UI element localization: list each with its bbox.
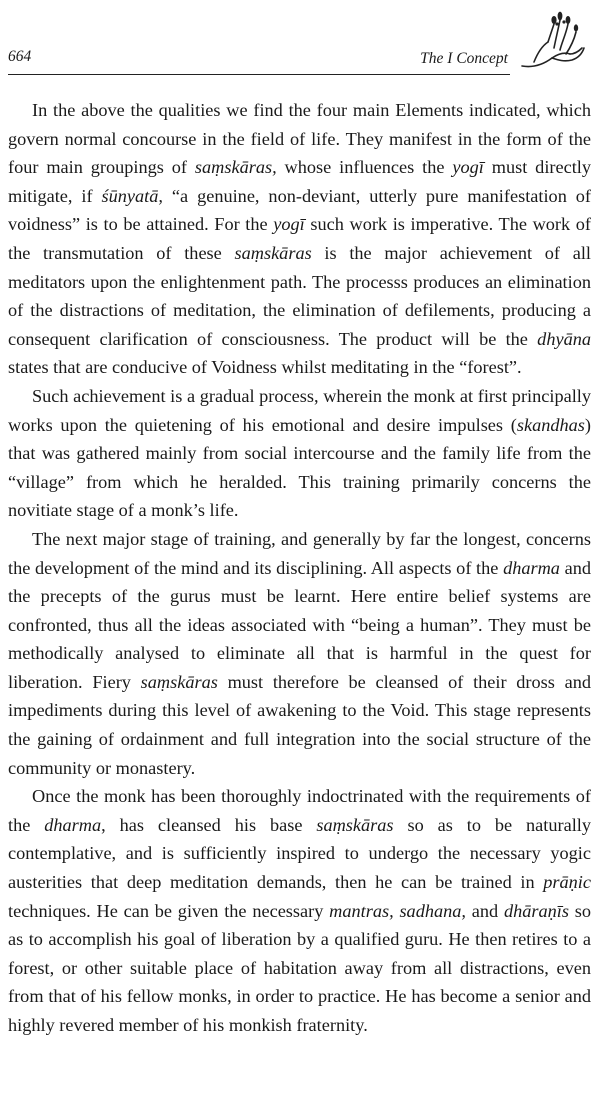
italic-term: dharma: [44, 814, 102, 835]
paragraph: [8, 96, 591, 382]
text-run: and the precepts of the gurus must be learnt. Here entire belief systems are confronted, thus all the ideas associated with “being a human”. They must be methodically analysed to eliminate all that is harmful in the quest for liberation. Fiery: [8, 557, 592, 692]
text-run: whose influences the: [276, 157, 453, 178]
text-run: Once the monk has been thoroughly indoctrinated with the requirements of the: [8, 786, 591, 835]
italic-term: śūnyatā,: [101, 185, 163, 206]
running-title: The I Concept: [420, 50, 508, 67]
text-run: In the above the qualities we find the four main Elements indicated, which govern normal concourse in the field of life. They manifest in the form of the four main groupings of: [8, 100, 591, 178]
text-run: such work is imperative. The work of the transmutation of these: [8, 214, 591, 263]
body-text: [8, 96, 591, 1040]
italic-term: saṃskāras: [234, 242, 312, 263]
text-run: is the major achievement of all meditators upon the enlightenment path. The processs produces an elimination of the distractions of meditation, the elimination of defilements, producing a consequent clarification of consciousness. The product will be the: [8, 242, 591, 349]
paragraph: [8, 782, 591, 1039]
text-run: The next major stage of training, and generally by far the longest, concerns the development of the mind and its disciplining. All aspects of the: [8, 528, 591, 578]
italic-term: dhyāna: [537, 328, 591, 349]
page-header: [8, 38, 590, 78]
paragraph: [8, 382, 591, 525]
text-run: must therefore be cleansed of their dross and impediments during this level of awakening to the Void. This stage represents the gaining of ordainment and full integration into the social structure of the community or monastery.: [8, 671, 591, 778]
text-run: states that are conducive of Voidness whilst meditating in the “forest”.: [8, 357, 522, 378]
italic-term: yogī: [452, 157, 484, 178]
italic-term: saṃskāras: [140, 671, 218, 692]
text-run: “a genuine, non-deviant, utterly pure manifestation of voidness” is to be attained. For the: [8, 185, 591, 235]
italic-term: skandhas: [516, 414, 585, 435]
italic-term: prāṇic: [543, 872, 591, 893]
italic-term: yogī: [273, 214, 305, 235]
italic-term: saṃskāras: [316, 814, 394, 835]
hand-with-flowers-icon: [512, 8, 590, 80]
text-run: and: [465, 900, 504, 921]
italic-term: mantras, sadhana,: [329, 900, 466, 921]
italic-term: dharma: [503, 557, 560, 578]
italic-term: saṃskāras,: [194, 157, 277, 178]
italic-term: dhāraṇīs: [503, 900, 569, 921]
text-run: techniques. He can be given the necessary: [8, 900, 330, 921]
text-run: so as to accomplish his goal of liberation by a qualified guru. He then retires to a forest, or other suitable place of habitation away from all distractions, even from that of his fellow monks, in order to practice. He has become a senior and highly revered member of his monkish fraternity.: [8, 900, 591, 1035]
text-run: ) that was gathered mainly from social intercourse and the family life from the “village” from which he heralded. This training primarily concerns the novitiate stage of a monk’s life.: [8, 414, 591, 521]
text-run: so as to be naturally contemplative, and is sufficiently inspired to undergo the necessary yogic austerities that deep meditation demands, then he can be trained in: [8, 814, 591, 893]
text-run: , has cleansed his base: [101, 814, 317, 835]
page-number: 664: [8, 48, 32, 65]
header-rule: [8, 74, 510, 75]
text-run: must directly mitigate, if: [8, 157, 592, 206]
paragraph: [8, 525, 591, 782]
text-run: Such achievement is a gradual process, wherein the monk at first principally works upon the quietening of his emotional and desire impulses (: [8, 385, 591, 435]
